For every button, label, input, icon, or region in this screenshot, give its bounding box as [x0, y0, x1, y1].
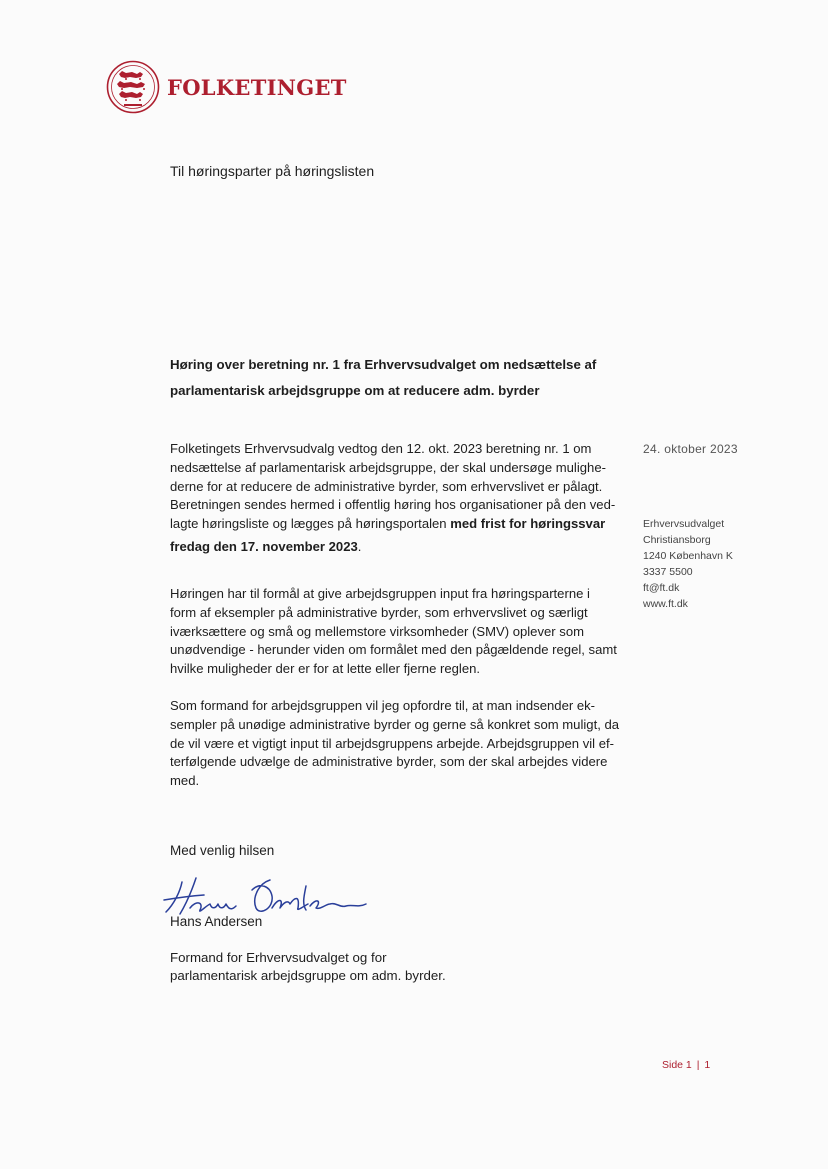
letterhead-logo — [106, 60, 347, 114]
body-line: Beretningen sendes hermed i offentlig høring hos organisationer på den ved- — [170, 497, 616, 513]
body-line: Som formand for arbejdsgruppen vil jeg opfordre til, at man indsender ek- — [170, 697, 596, 713]
address-line: 1240 København K — [643, 550, 733, 562]
signer-title — [170, 949, 446, 985]
brand-name: FOLKETINGET — [167, 74, 347, 100]
deadline-date: fredag den 17. november 2023 — [170, 538, 358, 554]
address-line: Christiansborg — [643, 534, 711, 546]
body-line: de vil være et vigtigt input til arbejdsgruppens arbejde. Arbejdsgruppen vil ef- — [170, 735, 614, 751]
sender-address — [643, 516, 733, 612]
letter-date: 24. oktober 2023 — [643, 442, 738, 456]
body-line: terfølgende udvælge de administrative byrder, som der skal arbejdes videre — [170, 754, 608, 770]
body-line: nedsættelse af parlamentarisk arbejdsgruppe, der skal undersøge mulighe- — [170, 459, 606, 475]
address-line: 3337 5500 — [643, 566, 693, 578]
body-line: Folketingets Erhvervsudvalg vedtog den 12. okt. 2023 beretning nr. 1 om — [170, 441, 592, 456]
subject-line: parlamentarisk arbejdsgruppe om at reducere adm. byrder — [170, 383, 540, 398]
signer-title-line: Formand for Erhvervsudvalget og for — [170, 950, 387, 965]
body-line: iværksættere og små og mellemstore virksomheder (SMV) oplever som — [170, 623, 585, 639]
address-line: ft@ft.dk — [643, 582, 680, 594]
paragraph-3 — [170, 697, 635, 791]
body-line: . — [357, 538, 362, 554]
body-line: lagte høringsliste og lægges på høringsportalen — [170, 516, 451, 532]
subject-heading — [170, 352, 630, 404]
signer-name: Hans Andersen — [170, 914, 263, 929]
body-line: sempler på unødige administrative byrder og gerne så konkret som muligt, da — [170, 716, 620, 732]
body-line: derne for at reducere de administrative byrder, som erhvervslivet er pålagt. — [170, 478, 603, 494]
paragraph-2 — [170, 585, 635, 679]
body-line: hvilke muligheder der er for at lette eller fjerne reglen. — [170, 661, 481, 677]
body-line: unødvendige - herunder viden om formålet med den pågældende regel, samt — [170, 642, 617, 658]
body-line: med. — [170, 773, 200, 789]
deadline-text: med frist for høringssvar — [450, 516, 606, 532]
subject-line: Høring over beretning nr. 1 fra Erhvervsudvalget om nedsættelse af — [170, 357, 597, 372]
closing-greeting: Med venlig hilsen — [170, 843, 275, 858]
page-total: 1 — [704, 1059, 711, 1071]
signer-title-line: parlamentarisk arbejdsgruppe om adm. byrder. — [170, 968, 446, 983]
recipient-line: Til høringsparter på høringslisten — [170, 163, 375, 179]
page-separator: | — [696, 1059, 700, 1071]
page-label: Side 1 — [662, 1059, 692, 1071]
paragraph-1 — [170, 440, 635, 559]
body-line: Høringen har til formål at give arbejdsgruppen input fra høringsparterne i — [170, 585, 590, 601]
address-line: www.ft.dk — [643, 598, 688, 610]
letter-body — [170, 440, 635, 809]
body-line: form af eksempler på administrative byrder, som erhvervslivet og særligt — [170, 604, 588, 620]
page-number — [662, 1059, 710, 1071]
address-line: Erhvervsudvalget — [643, 518, 725, 530]
three-lions-seal-icon — [106, 60, 160, 114]
